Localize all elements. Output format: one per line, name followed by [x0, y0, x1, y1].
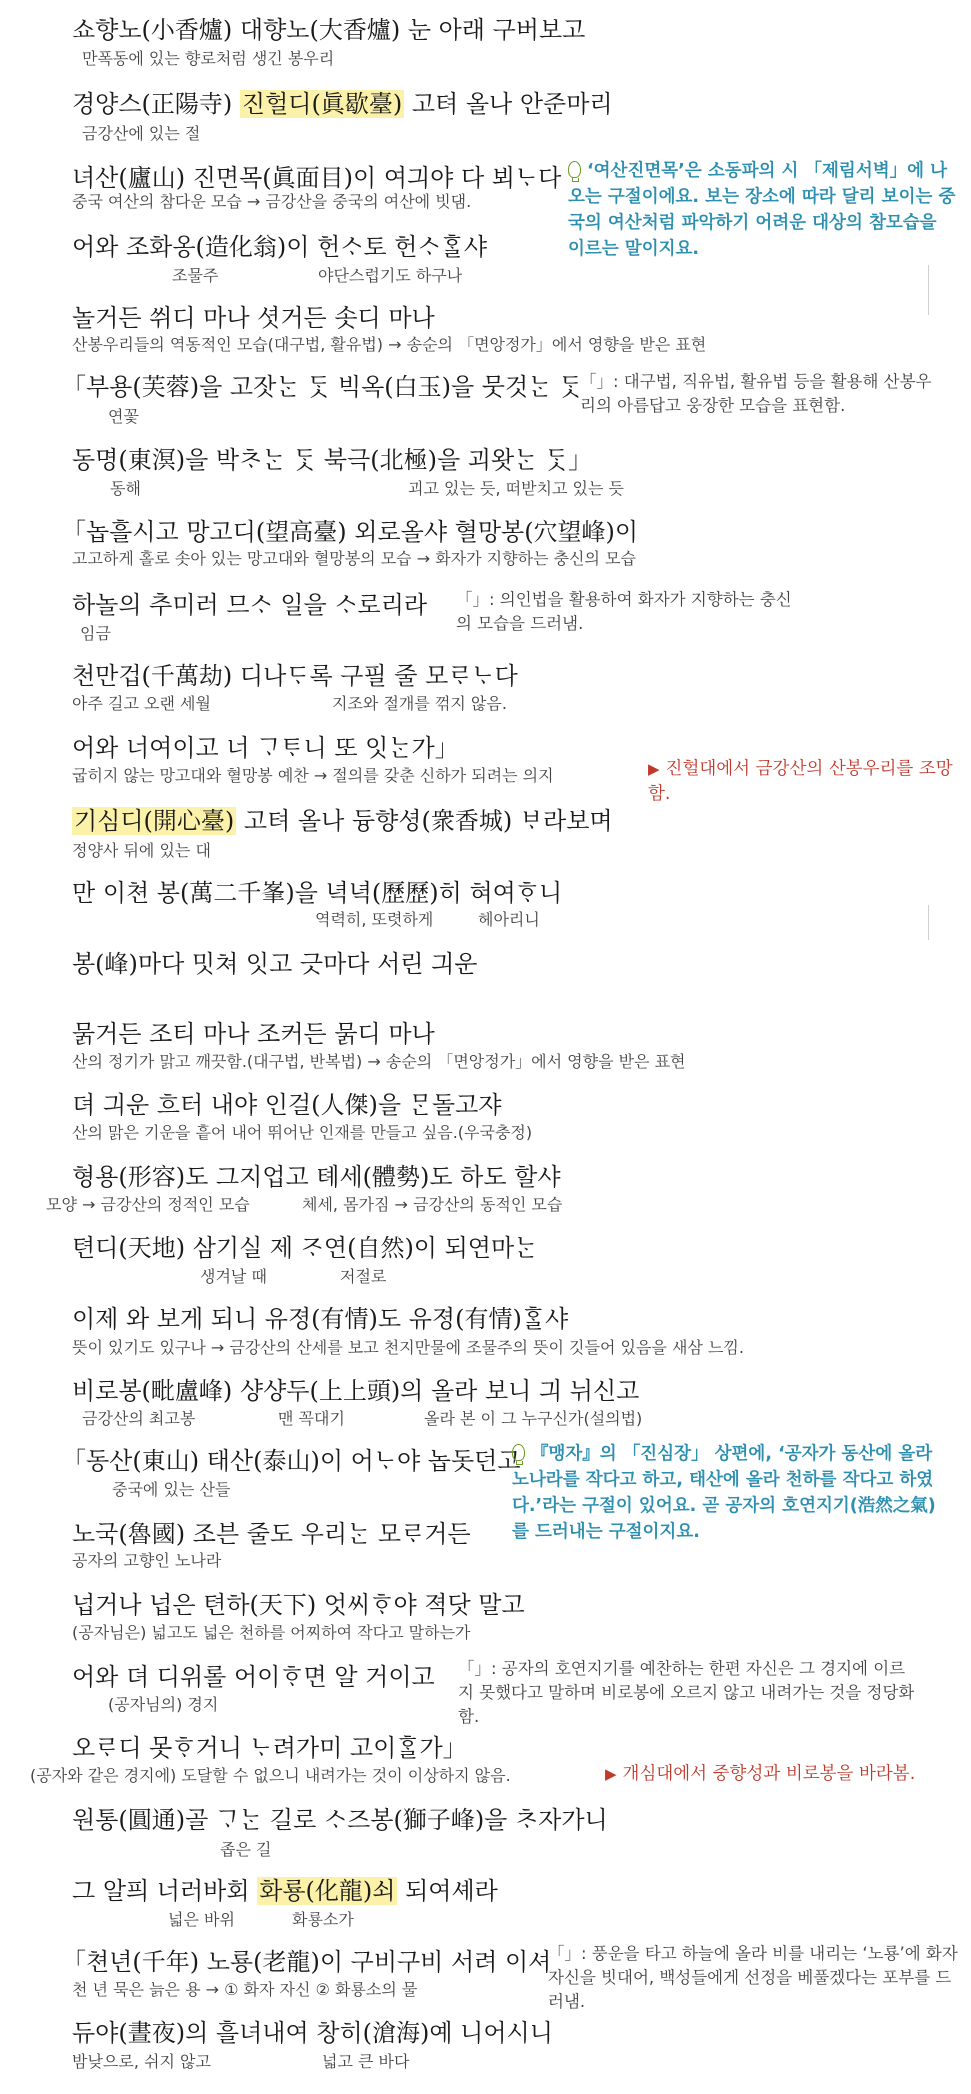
verse-line: 텬디(天地) 삼기실 제 ᄌᆞ연(自然)이 되연마ᄂᆞᆫ	[72, 1234, 538, 1262]
verse-line: 「쳔년(千年) 노룡(老龍)이 구비구비 서려 이셔	[62, 1948, 552, 1976]
gloss: 모양 → 금강산의 정적인 모습	[46, 1195, 250, 1214]
gloss: 금강산에 있는 절	[82, 124, 201, 143]
gloss: 중국 여산의 참다운 모습 → 금강산을 중국의 여산에 빗댐.	[72, 192, 472, 211]
verse-line: 어와 뎌 디위롤 어이ᄒᆞ면 알 거이고	[72, 1663, 435, 1691]
verse-line: 원통(圓通)골 ᄀᆞᄂᆞᆫ 길로 ᄉᆞ즈봉(獅子峰)을 ᄎᆞ자가니	[72, 1806, 608, 1834]
verse-line	[72, 1871, 498, 1906]
verse-line: 뎌 긔운 흐터 내야 인걸(人傑)을 ᄆᆞᆫ돌고쟈	[72, 1091, 502, 1119]
gloss: 아주 길고 오랜 세월	[72, 694, 211, 713]
lightbulb-icon	[568, 161, 581, 178]
note-gray: 「」: 풍운을 타고 하늘에 올라 비를 내리는 ‘노룡’에 화자 자신을 빗대어, 백성들에게 선정을 베풀겠다는 포부를 드러냄.	[548, 1944, 958, 2011]
gloss: 굽히지 않는 망고대와 혈망봉 예찬 → 절의를 갖춘 신하가 되려는 의지	[72, 766, 554, 785]
highlight-place: 진헐디(眞歇臺)	[241, 90, 403, 118]
gloss: 좁은 길	[220, 1840, 272, 1859]
gloss: 산봉우리들의 역동적인 모습(대구법, 활유법) → 송순의 「면앙정가」에서 영향을 받은 표현	[72, 335, 707, 354]
verse-line: 봉(峰)마다 밋쳐 잇고 긋마다 서린 긔운	[72, 950, 478, 978]
gloss: (공자님의) 경지	[108, 1695, 219, 1714]
verse-part: 고텨 올나 안준마리	[411, 90, 613, 118]
verse-part: 경양스(正陽寺)	[72, 90, 233, 118]
gloss: 임금	[80, 624, 111, 643]
verse-line: 비로봉(毗盧峰) 샹샹두(上上頭)의 올라 보니 긔 뉘신고	[72, 1377, 640, 1405]
verse-line: 동명(東溟)을 박ᄎᆞᄂᆞᆫ ᄃᆞᆺ 북극(北極)을 괴왓ᄂᆞᆫ ᄃᆞᆺ」	[72, 446, 593, 474]
verse-line: 묽거든 조티 마나 조커든 묽디 마나	[72, 1020, 435, 1048]
gloss: 올라 본 이 그 누구신가(설의법)	[424, 1409, 643, 1428]
note-gray: 「」: 의인법을 활용하여 화자가 지향하는 충신의 모습을 드러냄.	[456, 590, 792, 633]
verse-line: 어와 너여이고 너 ᄀᆞᄐᆞ니 또 잇ᄂᆞᆫ가」	[72, 734, 459, 762]
verse-line: 오ᄅᆞ디 못ᄒᆞ거니 ᄂᆞ려가미 고이ᄒᆞᆯ가」	[72, 1734, 467, 1762]
gloss: (공자와 같은 경지에) 도달할 수 없으니 내려가는 것이 이상하지 않음.	[30, 1766, 511, 1785]
verse-line: 쇼향노(小香爐) 대향노(大香爐) 눈 아래 구버보고	[72, 16, 586, 44]
verse-line	[72, 84, 613, 119]
gloss: 괴고 있는 듯, 떠받치고 있는 듯	[408, 479, 624, 498]
gloss: 맨 꼭대기	[278, 1409, 345, 1428]
gloss: 뜻이 있기도 있구나 → 금강산의 산세를 보고 천지만물에 조물주의 뜻이 깃들어 있음을 새삼 느낌.	[72, 1338, 744, 1357]
gloss: 넓은 바위	[168, 1910, 235, 1929]
lightbulb-icon	[512, 1444, 525, 1461]
note-gray: 「」: 대구법, 직유법, 활유법 등을 활용해 산봉우리의 아름답고 웅장한 모습을 표현함.	[580, 372, 932, 415]
gloss: 정양사 뒤에 있는 대	[72, 841, 211, 860]
gloss: 연꽃	[108, 407, 139, 426]
gloss: 체세, 몸가짐 → 금강산의 동적인 모습	[302, 1195, 563, 1214]
verse-line: 형용(形容)도 그지업고 톄세(體勢)도 하도 할샤	[72, 1163, 561, 1191]
triangle-arrow-icon: ▶	[605, 1765, 617, 1783]
divider-line	[928, 265, 929, 315]
divider-line	[928, 905, 929, 940]
verse-line: 천만겁(千萬劫) 디나ᄃᆞ록 구필 줄 모ᄅᆞᄂᆞ다	[72, 662, 518, 690]
gloss: 조물주	[172, 266, 219, 285]
gloss: 헤아리니	[478, 910, 540, 929]
verse-line: 듀야(晝夜)의 흘녀내여 창히(滄海)예 니어시니	[72, 2019, 553, 2047]
gloss: 천 년 묵은 늙은 용 → ① 화자 자신 ② 화룡소의 물	[72, 1980, 418, 1999]
note-gray: 「」: 공자의 호연지기를 예찬하는 한편 자신은 그 경지에 이르지 못했다고 말하며 비로봉에 오르지 않고 내려가는 것을 정당화함.	[458, 1659, 915, 1726]
verse-part: 고텨 올나 듕향셩(衆香城) ᄇᆞ라보며	[243, 807, 613, 835]
gloss: 지조와 절개를 꺾지 않음.	[332, 694, 507, 713]
gloss: 야단스럽기도 하구나	[318, 266, 463, 285]
gloss: (공자님은) 넓고도 넓은 천하를 어찌하여 작다고 말하는가	[72, 1623, 471, 1642]
note-blue: ‘여산진면목’은 소동파의 시 「제림서벽」에 나오는 구절이에요. 보는 장소에 따라 달리 보이는 중국의 여산처럼 파악하기 어려운 대상의 참모습을 이르는 말이지요.	[568, 161, 956, 259]
gloss: 저절로	[340, 1267, 387, 1286]
gloss: 금강산의 최고봉	[82, 1409, 196, 1428]
gloss: 공자의 고향인 노나라	[72, 1551, 222, 1570]
gloss: 생겨날 때	[200, 1267, 267, 1286]
note-red: ▶ 개심대에서 중향성과 비로봉을 바라봄.	[605, 1764, 916, 1784]
gloss: 고고하게 홀로 솟아 있는 망고대와 혈망봉의 모습 → 화자가 지향하는 충신의 모습	[72, 549, 636, 568]
verse-line: 「놉흘시고 망고디(望高臺) 외로올샤 혈망봉(穴望峰)이	[62, 518, 639, 546]
gloss: 산의 맑은 기운을 흩어 내어 뛰어난 인재를 만들고 싶음.(우국충정)	[72, 1123, 533, 1142]
verse-line	[72, 801, 613, 836]
gloss: 산의 정기가 맑고 깨끗함.(대구법, 반복법) → 송순의 「면앙정가」에서 영향을 받은 표현	[72, 1052, 686, 1071]
highlight-place: 기심디(開心臺)	[74, 807, 235, 835]
triangle-arrow-icon: ▶	[648, 760, 660, 778]
verse-line: 이제 와 보게 되니 유졍(有情)도 유졍(有情)ᄒᆞᆯ샤	[72, 1305, 569, 1333]
verse-line: 「동산(東山) 태산(泰山)이 어ᄂᆞ야 놉돗던고	[62, 1447, 521, 1475]
verse-line: 노국(魯國) 조븐 줄도 우리ᄂᆞᆫ 모ᄅᆞ거든	[72, 1520, 471, 1548]
gloss: 만폭동에 있는 향로처럼 생긴 봉우리	[82, 49, 335, 68]
highlight-place: 화룡(化龍)쇠	[259, 1877, 396, 1905]
verse-line: 하놀의 추미러 므ᄉᆞ 일을 ᄉᆞ로리라	[72, 591, 428, 619]
gloss: 넓고 큰 바다	[322, 2052, 410, 2071]
verse-line: 놀거든 쒸디 마나 셧거든 솟디 마나	[72, 304, 435, 332]
gloss: 중국에 있는 산들	[112, 1480, 231, 1499]
verse-line: 넙거나 넙은 텬하(天下) 엇씨ᄒᆞ야 젹닷 말고	[72, 1591, 525, 1619]
verse-line: 「부용(芙蓉)을 고잣ᄂᆞᆫ ᄃᆞᆺ 빅옥(白玉)을 뭇것ᄂᆞᆫ ᄃᆞᆺ	[62, 373, 583, 401]
note-red: ▶ 진헐대에서 금강산의 산봉우리를 조망함.	[648, 759, 953, 804]
verse-line: 어와 조화옹(造化翁)이 헌ᄉᆞ토 헌ᄉᆞᄒᆞᆯ샤	[72, 233, 488, 261]
gloss: 역력히, 또렷하게	[315, 910, 434, 929]
gloss: 동해	[110, 479, 141, 498]
verse-line: 녀산(廬山) 진면목(眞面目)이 여긔야 다 뵈ᄂᆞ다	[72, 164, 562, 192]
verse-part: 되여셰라	[405, 1877, 498, 1905]
verse-line: 만 이쳔 봉(萬二千峯)을 녁녁(歷歷)히 혀여ᄒᆞ니	[72, 879, 563, 907]
note-blue: 『맹자』의 「진심장」 상편에, ‘공자가 동산에 올라 노나라를 작다고 하고, 태산에 올라 천하를 작다고 하였다.’라는 구절이 있어요. 곧 공자의 호연지기(浩然之氣)를 드러내는 구절이지요.	[512, 1444, 936, 1542]
gloss: 밤낮으로, 쉬지 않고	[72, 2052, 211, 2071]
verse-part: 그 알픠 너러바회	[72, 1877, 250, 1905]
gloss: 화룡소가	[292, 1910, 354, 1929]
